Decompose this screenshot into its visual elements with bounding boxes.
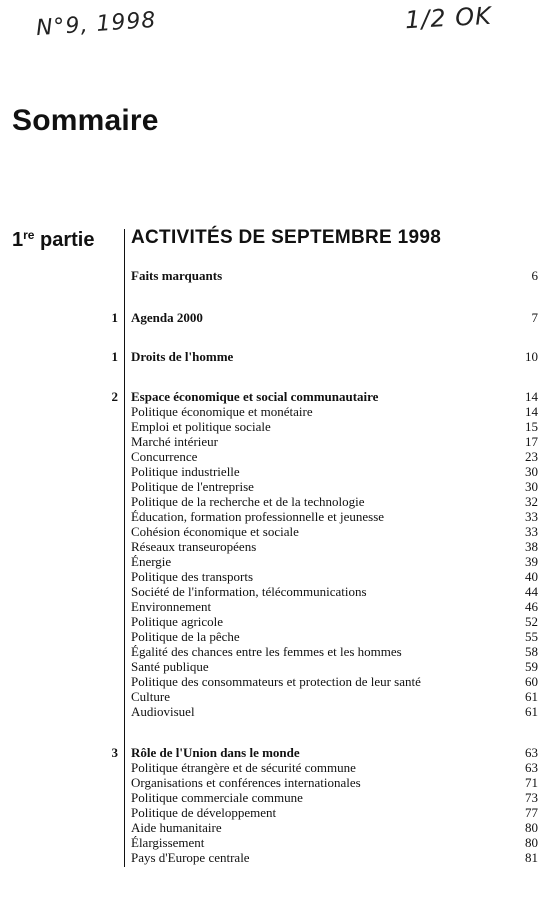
- page-title: Sommaire: [12, 104, 159, 137]
- page-number: 59: [525, 659, 538, 674]
- page-number: 61: [525, 689, 538, 704]
- entry-title: Politique des transports: [131, 569, 254, 584]
- entry-title: Emploi et politique sociale: [131, 419, 271, 434]
- entry-title: Politique de la recherche et de la technologie: [131, 494, 365, 509]
- toc-entry-row: [0, 820, 560, 835]
- page-number: 63: [525, 745, 538, 760]
- page-number: 14: [525, 404, 538, 419]
- page-number: 63: [525, 760, 538, 775]
- part-number: 1: [12, 229, 24, 251]
- toc-entry-row: [0, 704, 560, 719]
- toc-entry-row: [0, 659, 560, 674]
- toc-entry-row: [0, 850, 560, 865]
- toc-entry-row: [0, 509, 560, 524]
- part-word: partie: [34, 229, 95, 251]
- entry-title: Politique commerciale commune: [131, 790, 303, 805]
- toc-entry-row: [0, 554, 560, 569]
- entry-title: Environnement: [131, 599, 212, 614]
- entry-title: Rôle de l'Union dans le monde: [131, 745, 300, 760]
- toc-heading-row: [0, 349, 560, 364]
- part-ordinal-suffix: re: [23, 228, 35, 242]
- entry-title: Politique des consommateurs et protection de leur santé: [131, 674, 421, 689]
- entry-title: Réseaux transeuropéens: [131, 539, 257, 554]
- toc-entry-row: [0, 805, 560, 820]
- page-number: 80: [525, 820, 538, 835]
- entry-title: Cohésion économique et sociale: [131, 524, 299, 539]
- page-number: 73: [525, 790, 538, 805]
- toc-entry-row: [0, 449, 560, 464]
- page-number: 71: [525, 775, 538, 790]
- entry-title: Politique agricole: [131, 614, 224, 629]
- page-number: 46: [525, 599, 538, 614]
- toc-heading-row: [0, 389, 560, 404]
- page-number: 52: [525, 614, 538, 629]
- page-number: 10: [525, 349, 538, 364]
- toc-entry-row: [0, 524, 560, 539]
- toc-entry-row: [0, 599, 560, 614]
- entry-title: Aide humanitaire: [131, 820, 222, 835]
- toc-entry-row: [0, 689, 560, 704]
- part-label: [12, 228, 95, 252]
- page-number: 7: [531, 310, 538, 325]
- toc-entry-row: [0, 790, 560, 805]
- toc-entry-row: [0, 464, 560, 479]
- entry-title: Agenda 2000: [131, 310, 203, 325]
- page-number: 23: [525, 449, 538, 464]
- entry-title: Élargissement: [131, 835, 205, 850]
- page-number: 44: [525, 584, 538, 599]
- toc-entry-row: [0, 674, 560, 689]
- entry-title: Espace économique et social communautaire: [131, 389, 379, 404]
- toc-entry-row: [0, 644, 560, 659]
- page-number: 77: [525, 805, 538, 820]
- entry-title: Concurrence: [131, 449, 198, 464]
- toc-entry-row: [0, 760, 560, 775]
- entry-title: Faits marquants: [131, 268, 223, 283]
- toc-entry-row: [0, 479, 560, 494]
- page-number: 17: [525, 434, 538, 449]
- toc-entry-row: [0, 434, 560, 449]
- page-number: 33: [525, 509, 538, 524]
- page-number: 39: [525, 554, 538, 569]
- toc-heading-row: [0, 745, 560, 760]
- toc-entry-row: [0, 584, 560, 599]
- page-number: 81: [525, 850, 538, 865]
- handwritten-check-note: 1/2 OK: [404, 1, 493, 35]
- chapter-number: 1: [111, 310, 118, 325]
- page-number: 30: [525, 479, 538, 494]
- page-number: 15: [525, 419, 538, 434]
- chapter-number: 3: [111, 745, 118, 760]
- page-number: 61: [525, 704, 538, 719]
- entry-title: Égalité des chances entre les femmes et les hommes: [131, 644, 402, 659]
- page-number: 33: [525, 524, 538, 539]
- entry-title: Pays d'Europe centrale: [131, 850, 250, 865]
- page-number: 6: [531, 268, 538, 283]
- toc-heading-row: [0, 310, 560, 325]
- entry-title: Politique de la pêche: [131, 629, 240, 644]
- entry-title: Société de l'information, télécommunications: [131, 584, 367, 599]
- toc-heading-row: [0, 268, 560, 283]
- entry-title: Éducation, formation professionnelle et jeunesse: [131, 509, 385, 524]
- entry-title: Droits de l'homme: [131, 349, 234, 364]
- entry-title: Marché intérieur: [131, 434, 218, 449]
- entry-title: Énergie: [131, 554, 172, 569]
- page-number: 58: [525, 644, 538, 659]
- toc-entry-row: [0, 629, 560, 644]
- chapter-number: 2: [111, 389, 118, 404]
- toc-entry-row: [0, 569, 560, 584]
- toc-entry-row: [0, 419, 560, 434]
- entry-title: Politique étrangère et de sécurité commune: [131, 760, 356, 775]
- toc-entry-row: [0, 494, 560, 509]
- toc-entry-row: [0, 539, 560, 554]
- toc-entry-row: [0, 404, 560, 419]
- page-number: 60: [525, 674, 538, 689]
- page-number: 80: [525, 835, 538, 850]
- toc-entry-row: [0, 835, 560, 850]
- entry-title: Audiovisuel: [131, 704, 195, 719]
- chapter-number: 1: [111, 349, 118, 364]
- toc-entry-row: [0, 614, 560, 629]
- page-number: 55: [525, 629, 538, 644]
- entry-title: Politique industrielle: [131, 464, 240, 479]
- page-number: 38: [525, 539, 538, 554]
- entry-title: Santé publique: [131, 659, 209, 674]
- entry-title: Politique de développement: [131, 805, 277, 820]
- toc-entry-row: [0, 775, 560, 790]
- section-title: ACTIVITÉS DE SEPTEMBRE 1998: [131, 227, 442, 248]
- page-number: 30: [525, 464, 538, 479]
- page-number: 14: [525, 389, 538, 404]
- handwritten-issue-note: N°9, 1998: [35, 7, 158, 42]
- entry-title: Politique économique et monétaire: [131, 404, 313, 419]
- entry-title: Culture: [131, 689, 170, 704]
- entry-title: Politique de l'entreprise: [131, 479, 254, 494]
- page-number: 32: [525, 494, 538, 509]
- page-number: 40: [525, 569, 538, 584]
- entry-title: Organisations et conférences internationales: [131, 775, 361, 790]
